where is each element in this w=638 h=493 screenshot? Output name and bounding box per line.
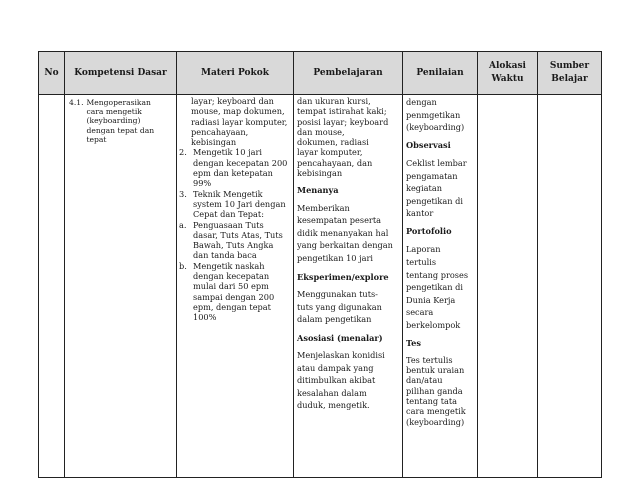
header-alokasi-line2: Waktu <box>491 74 524 84</box>
section-heading-portofolio: Portofolio <box>406 226 452 237</box>
materi-list-item <box>179 147 291 188</box>
text-line: kebisingan <box>297 168 343 179</box>
text-line: tepat <box>86 134 107 144</box>
materi-list-item <box>179 261 291 323</box>
header-penilaian: Penilaian <box>403 52 478 95</box>
lesson-plan-table <box>38 51 602 478</box>
text-line: Teknik Mengetik <box>193 188 263 199</box>
list-text <box>193 220 291 261</box>
list-marker: a. <box>179 219 187 230</box>
text-line: Tes tertulis <box>406 354 453 365</box>
list-marker: b. <box>179 260 187 271</box>
text-line: (keyboarding) <box>86 116 141 126</box>
header-alokasi <box>478 52 538 95</box>
text-line: tentang tata <box>406 395 458 406</box>
text-line: Bawah, Tuts Angka <box>193 240 274 251</box>
section-heading-tes: Tes <box>406 337 421 348</box>
text-line: Mengetik 10 jari <box>193 147 263 158</box>
text-line: 99% <box>193 178 212 189</box>
materi-continuation <box>179 96 291 147</box>
penilaian-block <box>403 95 477 427</box>
text-line: duduk, mengetik. <box>297 400 370 411</box>
header-pembelajaran: Pembelajaran <box>294 52 403 95</box>
text-line: Menggunakan tuts- <box>297 288 378 299</box>
kompetensi-text <box>87 98 155 144</box>
section-heading-menanya: Menanya <box>297 185 339 196</box>
text-line: tertulis <box>406 256 437 267</box>
text-line: dan ukuran kursi, <box>297 96 371 106</box>
text-line: dengan tepat dan <box>86 125 155 135</box>
text-line: Penguasaan Tuts <box>193 219 264 230</box>
cell-penilaian <box>403 95 478 478</box>
list-marker: 3. <box>179 188 187 199</box>
text-line: layar; keyboard dan <box>191 96 274 106</box>
text-line: Dunia Kerja <box>406 294 456 305</box>
list-text <box>193 261 291 323</box>
text-line: dengan kecepatan <box>193 271 270 282</box>
text-line: Menjelaskan konidisi <box>297 350 385 361</box>
section-text <box>406 243 474 331</box>
list-text <box>193 147 291 188</box>
list-marker: 2. <box>179 147 187 158</box>
header-sumber-line1: Sumber <box>549 61 590 71</box>
text-line: tuts yang digunakan <box>297 301 382 312</box>
kompetensi-number: 4.1. <box>69 98 84 107</box>
materi-list-item <box>179 220 291 261</box>
text-line: Cepat dan Tepat: <box>193 209 264 220</box>
text-line: dan mouse, <box>297 126 345 137</box>
text-line: didik menanyakan hal <box>297 227 389 238</box>
text-line: epm dan ketepatan <box>193 168 273 179</box>
text-line: Mengetik naskah <box>193 260 265 271</box>
section-text <box>297 202 399 265</box>
header-no: No <box>39 52 65 95</box>
text-line: mouse, map dokumen, <box>191 106 285 117</box>
text-line: radiasi layar komputer, <box>191 116 288 127</box>
text-line: (keyboarding) <box>406 416 465 427</box>
text-line: sampai dengan 200 <box>193 291 275 302</box>
text-line: penmgetikan <box>406 109 461 120</box>
text-line: system 10 Jari dengan <box>193 198 286 209</box>
text-line: kesempatan peserta <box>297 215 382 226</box>
header-sumber <box>538 52 602 95</box>
text-line: dan tanda baca <box>193 250 257 261</box>
table-header-row <box>39 52 602 95</box>
text-line: kegiatan <box>406 183 442 194</box>
text-line: pencahayaan, <box>191 126 249 137</box>
header-sumber-line2: Belajar <box>551 74 588 84</box>
text-line: kebisingan <box>191 137 237 148</box>
text-line: dengan <box>406 97 437 107</box>
text-line: kesalahan dalam <box>297 387 367 398</box>
text-line: pilihan ganda <box>406 385 463 396</box>
text-line: dokumen, radiasi <box>297 137 369 148</box>
text-line: tentang proses <box>406 269 469 280</box>
text-line: yang berkaitan dengan <box>297 240 393 251</box>
header-materi: Materi Pokok <box>177 52 294 95</box>
table-row <box>39 95 602 478</box>
section-heading-observasi: Observasi <box>406 139 451 150</box>
text-line: secara <box>406 307 434 318</box>
materi-list-item <box>179 189 291 220</box>
text-line: layar komputer, <box>297 147 363 158</box>
pembelajaran-intro <box>297 96 399 178</box>
cell-kompetensi <box>65 95 177 478</box>
text-line: pengetikan di <box>406 282 463 293</box>
section-text <box>297 288 399 326</box>
text-line: atau dampak yang <box>297 362 374 373</box>
text-line: pengetikan 10 jari <box>297 253 374 264</box>
text-line: posisi layar; keyboard <box>297 116 389 127</box>
text-line: pengamatan <box>406 170 458 181</box>
text-line: Memberikan <box>297 202 350 213</box>
text-line: 100% <box>193 312 217 323</box>
text-line: dasar, Tuts Atas, Tuts <box>193 229 283 240</box>
text-line: (keyboarding) <box>406 122 465 133</box>
header-kompetensi: Kompetensi Dasar <box>65 52 177 95</box>
text-line: bentuk uraian <box>406 365 465 376</box>
text-line: cara mengetik <box>86 107 142 117</box>
text-line: dalam pengetikan <box>297 314 372 325</box>
pembelajaran-block <box>294 95 402 412</box>
text-line: berkelompok <box>406 319 461 330</box>
section-heading-asosiasi: Asosiasi (menalar) <box>297 332 383 343</box>
section-text <box>297 349 399 412</box>
cell-materi <box>177 95 294 478</box>
penilaian-intro <box>406 96 474 134</box>
text-line: pencahayaan, dan <box>297 157 373 168</box>
text-line: kantor <box>406 208 434 219</box>
text-line: mulai dari 50 epm <box>193 281 269 292</box>
text-line: dengan kecepatan 200 <box>193 157 288 168</box>
kompetensi-block <box>65 95 176 144</box>
text-line: cara mengetik <box>406 406 466 417</box>
text-line: Laporan <box>406 244 441 255</box>
materi-block <box>177 95 293 323</box>
text-line: Mengoperasikan <box>86 98 151 107</box>
section-text <box>406 157 474 220</box>
cell-pembelajaran <box>294 95 403 478</box>
section-text <box>406 355 474 427</box>
text-line: dan/atau <box>406 375 443 386</box>
list-text <box>193 189 291 220</box>
text-line: Ceklist lembar <box>406 158 467 169</box>
text-line: ditimbulkan akibat <box>297 375 376 386</box>
text-line: epm, dengan tepat <box>193 301 271 312</box>
cell-sumber <box>538 95 602 478</box>
cell-alokasi <box>478 95 538 478</box>
section-heading-eksperimen: Eksperimen/explore <box>297 271 389 282</box>
text-line: tempat istirahat kaki; <box>297 106 387 117</box>
text-line: pengetikan di <box>406 195 463 206</box>
header-alokasi-line1: Alokasi <box>489 61 526 71</box>
cell-no <box>39 95 65 478</box>
kompetensi-item <box>69 98 172 144</box>
